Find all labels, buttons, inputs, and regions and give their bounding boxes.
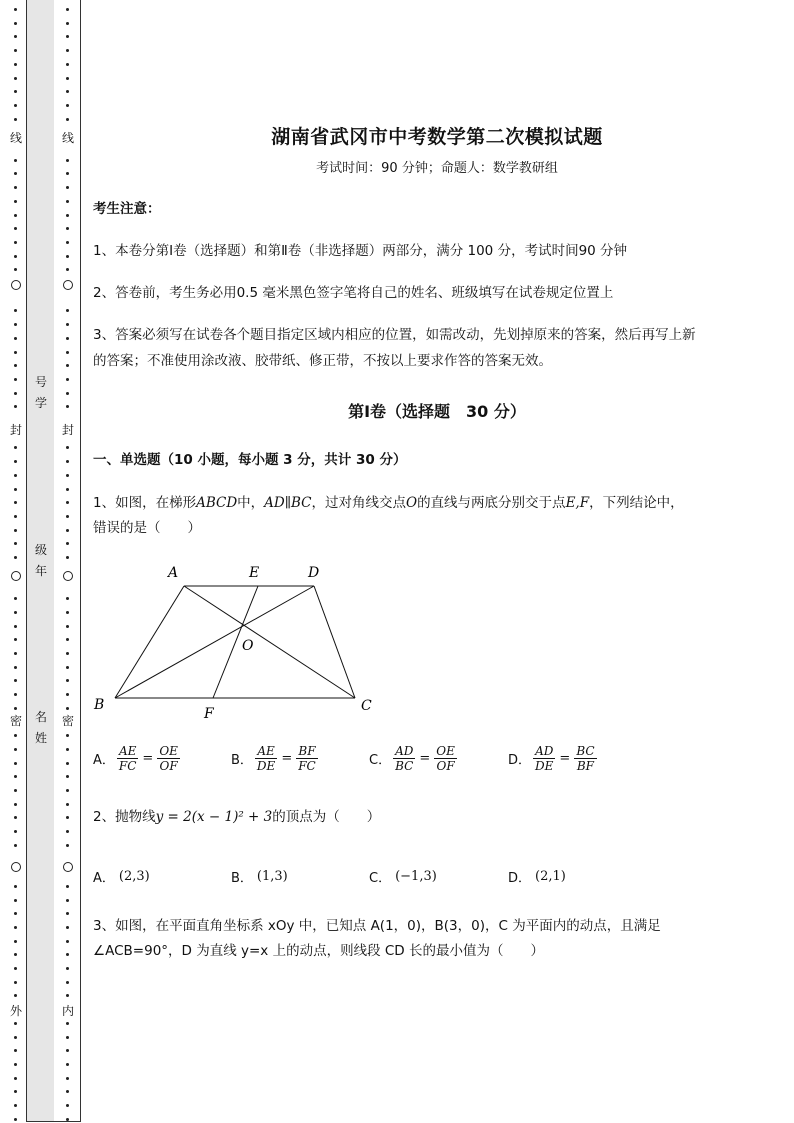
- option-label: C．: [369, 871, 392, 886]
- option-value: (2,3): [118, 869, 150, 884]
- binding-dot: [14, 446, 17, 449]
- fraction: $\frac{OE}{OF}$: [159, 744, 178, 773]
- binding-dot: [66, 1022, 69, 1025]
- part-heading: 一、单选题（10 小题，每小题 3 分，共计 30 分）: [93, 452, 407, 468]
- binding-dot: [66, 309, 69, 312]
- binding-dot: [14, 255, 17, 258]
- binding-dot: [66, 90, 69, 93]
- binding-dot: [14, 940, 17, 943]
- notice-item-3-cont: 的答案；不准使用涂改液、胶带纸、修正带，不按以上要求作答的答案无效。: [93, 353, 552, 369]
- binding-dot: [14, 899, 17, 902]
- option-label: A．: [93, 871, 115, 886]
- binding-dot: [66, 1063, 69, 1066]
- notice-item-2: 2、答卷前，考生务必用0.5 毫米黑色签字笔将自己的姓名、班级填写在试卷规定位置上: [93, 285, 614, 301]
- binding-dot: [66, 789, 69, 792]
- label-f: F: [204, 706, 214, 722]
- binding-dot: [14, 22, 17, 25]
- binding-dot: [14, 775, 17, 778]
- binding-dot: [66, 337, 69, 340]
- option-label: D．: [508, 871, 532, 886]
- binding-dot: [14, 967, 17, 970]
- segment-ab: [115, 586, 184, 698]
- binding-dot: [14, 392, 17, 395]
- binding-circle: [11, 571, 21, 581]
- binding-dot: [66, 625, 69, 628]
- binding-dot: [14, 707, 17, 710]
- q1-option-a[interactable]: A． $\frac{AE}{FC}$ = $\frac{OE}{OF}$: [93, 744, 178, 773]
- binding-dot: [66, 830, 69, 833]
- binding-dot: [14, 200, 17, 203]
- fraction: $\frac{AE}{DE}$: [256, 744, 276, 773]
- section-title: 第Ⅰ卷（选择题 30 分）: [348, 402, 526, 421]
- binding-dot: [66, 1118, 69, 1121]
- binding-dot: [66, 214, 69, 217]
- binding-dot: [66, 816, 69, 819]
- binding-circle: [11, 862, 21, 872]
- binding-dot: [14, 77, 17, 80]
- binding-dot: [14, 803, 17, 806]
- binding-dot: [14, 515, 17, 518]
- binding-dot: [66, 255, 69, 258]
- question-3-text-cont: ∠ACB=90°，D 为直线 y=x 上的动点，则线段 CD 长的最小值为（ ）: [93, 943, 544, 959]
- binding-dot: [66, 474, 69, 477]
- binding-dot: [66, 186, 69, 189]
- binding-char: 封: [62, 423, 75, 437]
- binding-circle: [11, 280, 21, 290]
- q2-option-b[interactable]: [231, 867, 288, 886]
- binding-dot: [14, 501, 17, 504]
- binding-dot: [66, 652, 69, 655]
- binding-dot: [14, 912, 17, 915]
- binding-dot: [14, 625, 17, 628]
- label-c: C: [361, 698, 372, 714]
- binding-dot: [66, 77, 69, 80]
- binding-dot: [14, 309, 17, 312]
- binding-dot: [14, 104, 17, 107]
- binding-char: 密: [62, 714, 75, 728]
- binding-dot: [14, 337, 17, 340]
- exam-title: 湖南省武冈市中考数学第二次模拟试题: [271, 126, 603, 148]
- binding-dot: [66, 460, 69, 463]
- binding-dot: [66, 378, 69, 381]
- binding-dot: [66, 953, 69, 956]
- binding-dot: [14, 474, 17, 477]
- binding-dot: [14, 460, 17, 463]
- q1-option-c[interactable]: C． $\frac{AD}{BC}$ = $\frac{OE}{OF}$: [369, 744, 455, 773]
- binding-dot: [14, 981, 17, 984]
- binding-dot: [14, 953, 17, 956]
- binding-dot: [14, 542, 17, 545]
- binding-dot: [14, 652, 17, 655]
- binding-dot: [14, 1118, 17, 1121]
- binding-dot: [14, 186, 17, 189]
- question-1-text: 1、如图，在梯形ABCD中，AD∥BC，过对角线交点O的直线与两底分别交于点E,F，下列结论中，: [93, 495, 684, 511]
- binding-dot: [14, 611, 17, 614]
- binding-dot: [66, 967, 69, 970]
- binding-dot: [14, 679, 17, 682]
- binding-dot: [66, 775, 69, 778]
- binding-dot: [66, 446, 69, 449]
- binding-dot: [66, 981, 69, 984]
- binding-dot: [14, 227, 17, 230]
- binding-dot: [66, 734, 69, 737]
- binding-dot: [66, 994, 69, 997]
- binding-dot: [66, 405, 69, 408]
- binding-dot: [14, 8, 17, 11]
- name-field-label: 名 姓: [34, 710, 47, 745]
- binding-dot: [66, 1104, 69, 1107]
- binding-dot: [66, 762, 69, 765]
- binding-dot: [14, 789, 17, 792]
- fraction: $\frac{OE}{OF}$: [436, 744, 455, 773]
- binding-dot: [66, 885, 69, 888]
- binding-dot: [66, 597, 69, 600]
- fraction: $\frac{BF}{FC}$: [298, 744, 316, 773]
- binding-dot: [14, 734, 17, 737]
- binding-dot: [66, 8, 69, 11]
- binding-circle: [63, 571, 73, 581]
- option-label: A．: [93, 753, 115, 768]
- exam-subtitle: 考试时间：90 分钟；命题人：数学教研组: [316, 161, 558, 176]
- binding-dot: [66, 748, 69, 751]
- label-b: B: [94, 697, 105, 713]
- binding-dot: [14, 214, 17, 217]
- binding-dot: [66, 227, 69, 230]
- binding-dot: [66, 159, 69, 162]
- binding-dot: [14, 351, 17, 354]
- binding-circle: [63, 862, 73, 872]
- binding-dot: [66, 35, 69, 38]
- binding-dot: [66, 501, 69, 504]
- binding-dot: [66, 899, 69, 902]
- binding-dot: [14, 405, 17, 408]
- binding-dot: [66, 488, 69, 491]
- binding-dot: [14, 529, 17, 532]
- binding-dot: [14, 926, 17, 929]
- binding-dot: [14, 816, 17, 819]
- binding-dot: [66, 556, 69, 559]
- q2-option-c[interactable]: [369, 867, 437, 886]
- option-label: B．: [231, 871, 253, 886]
- binding-dot: [66, 940, 69, 943]
- fraction: $\frac{BC}{BF}$: [576, 744, 595, 773]
- binding-dot: [66, 844, 69, 847]
- grade-field-label: 级 年: [34, 543, 47, 578]
- question-3-text: 3、如图，在平面直角坐标系 xOy 中，已知点 A(1，0)，B(3，0)，C 为平面内的动点，且满足: [93, 918, 661, 934]
- option-value: (2,1): [535, 869, 566, 884]
- binding-dot: [66, 693, 69, 696]
- binding-char: 线: [10, 131, 23, 145]
- binding-dot: [66, 707, 69, 710]
- binding-dot: [66, 268, 69, 271]
- binding-dot: [66, 1049, 69, 1052]
- fraction: $\frac{AD}{BC}$: [395, 744, 414, 773]
- notice-heading: 考生注意：: [93, 201, 161, 217]
- binding-dot: [66, 529, 69, 532]
- label-o: O: [242, 638, 254, 654]
- option-value: (1,3): [256, 869, 288, 884]
- student-info-band: [26, 0, 55, 1122]
- binding-char: 密: [10, 714, 23, 728]
- binding-dot: [66, 542, 69, 545]
- binding-dot: [66, 1077, 69, 1080]
- q1-option-b[interactable]: B． $\frac{AE}{DE}$ = $\frac{BF}{FC}$: [231, 744, 316, 773]
- binding-dot: [14, 364, 17, 367]
- binding-dot: [14, 159, 17, 162]
- binding-dot: [66, 351, 69, 354]
- binding-margin: [0, 0, 82, 1123]
- binding-dot: [14, 241, 17, 244]
- binding-dot: [66, 611, 69, 614]
- binding-circle: [63, 280, 73, 290]
- binding-dot: [66, 392, 69, 395]
- binding-dot: [14, 1104, 17, 1107]
- binding-dot: [14, 172, 17, 175]
- binding-dot: [14, 488, 17, 491]
- binding-dot: [66, 118, 69, 121]
- diagonal-ac: [184, 586, 355, 698]
- binding-dot: [14, 597, 17, 600]
- inner-dotted-line: [62, 0, 75, 1123]
- label-d: D: [308, 565, 320, 581]
- parabola-formula: y = 2(x − 1)² + 3: [155, 809, 273, 825]
- binding-dot: [14, 1022, 17, 1025]
- binding-dot: [14, 844, 17, 847]
- binding-dot: [14, 378, 17, 381]
- binding-dot: [14, 762, 17, 765]
- binding-dot: [14, 666, 17, 669]
- option-label: B．: [231, 753, 253, 768]
- label-a: A: [168, 565, 179, 581]
- question-1-text-cont: 错误的是（ ）: [93, 520, 201, 536]
- binding-dot: [66, 63, 69, 66]
- q1-option-d[interactable]: D． $\frac{AD}{DE}$ = $\frac{BC}{BF}$: [508, 744, 595, 773]
- fraction: $\frac{AD}{DE}$: [535, 744, 554, 773]
- binding-dot: [66, 200, 69, 203]
- student-id-field-label: 号 学: [34, 375, 47, 410]
- q2-option-d[interactable]: [508, 867, 566, 886]
- binding-dot: [14, 118, 17, 121]
- binding-dot: [66, 104, 69, 107]
- binding-dot: [66, 666, 69, 669]
- binding-dot: [14, 638, 17, 641]
- binding-dot: [14, 1036, 17, 1039]
- notice-item-3: 3、答案必须写在试卷各个题目指定区域内相应的位置，如需改动，先划掉原来的答案，然后再写上新: [93, 327, 696, 343]
- binding-dot: [66, 1036, 69, 1039]
- binding-dot: [14, 35, 17, 38]
- binding-dot: [66, 1090, 69, 1093]
- binding-char: 线: [62, 131, 75, 145]
- binding-char: 封: [10, 423, 23, 437]
- binding-dot: [14, 693, 17, 696]
- binding-dot: [14, 1063, 17, 1066]
- binding-dot: [14, 1049, 17, 1052]
- trapezoid-figure: [88, 558, 388, 723]
- binding-dot: [14, 49, 17, 52]
- option-label: D．: [508, 753, 532, 768]
- binding-dot: [14, 748, 17, 751]
- binding-char: 外: [10, 1004, 23, 1018]
- binding-dot: [14, 63, 17, 66]
- binding-dot: [66, 638, 69, 641]
- binding-dot: [66, 172, 69, 175]
- binding-dot: [66, 49, 69, 52]
- binding-dot: [66, 364, 69, 367]
- fraction: $\frac{AE}{FC}$: [118, 744, 137, 773]
- segment-dc: [314, 586, 355, 698]
- binding-dot: [14, 323, 17, 326]
- binding-dot: [14, 885, 17, 888]
- binding-dot: [66, 926, 69, 929]
- binding-char: 内: [62, 1004, 75, 1018]
- binding-dot: [14, 268, 17, 271]
- binding-dot: [66, 803, 69, 806]
- binding-dot: [14, 830, 17, 833]
- notice-item-1: 1、本卷分第Ⅰ卷（选择题）和第Ⅱ卷（非选择题）两部分，满分 100 分，考试时间90 分钟: [93, 243, 628, 259]
- binding-dot: [14, 994, 17, 997]
- binding-dot: [14, 1077, 17, 1080]
- label-e: E: [249, 565, 260, 581]
- binding-dot: [66, 515, 69, 518]
- diagonal-bd: [115, 586, 314, 698]
- binding-dot: [66, 323, 69, 326]
- binding-dot: [14, 90, 17, 93]
- binding-dot: [14, 556, 17, 559]
- binding-dot: [66, 22, 69, 25]
- outer-dotted-line: [10, 0, 23, 1123]
- q2-option-a[interactable]: [93, 867, 150, 886]
- option-label: C．: [369, 753, 392, 768]
- binding-dot: [66, 679, 69, 682]
- binding-dot: [66, 241, 69, 244]
- option-value: (−1,3): [395, 869, 437, 884]
- binding-dot: [14, 1090, 17, 1093]
- question-2-text: 2、抛物线y = 2(x − 1)² + 3的顶点为（ ）: [93, 809, 381, 825]
- binding-dot: [66, 912, 69, 915]
